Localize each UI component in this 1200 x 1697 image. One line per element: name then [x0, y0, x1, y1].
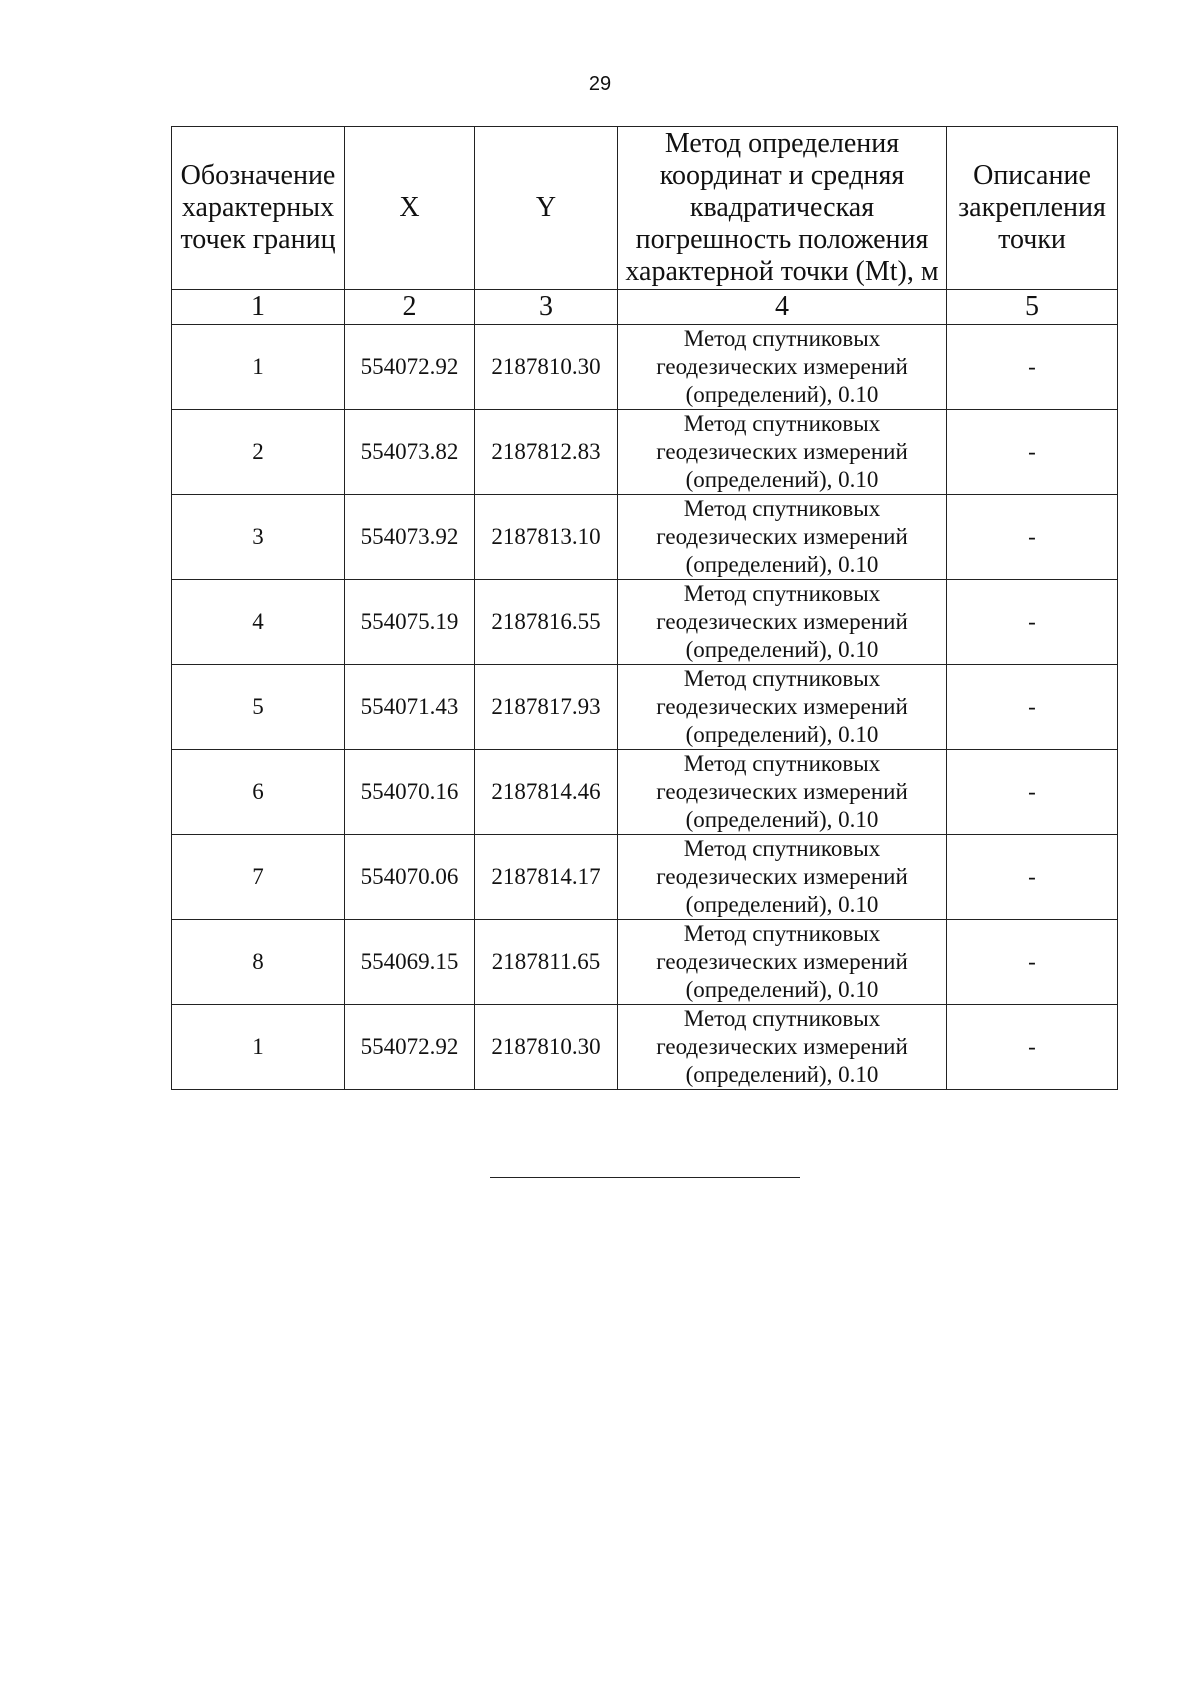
- header-y: Y: [475, 127, 618, 290]
- x-cell: 554070.06: [345, 835, 475, 920]
- method-cell: Метод спутниковых геодезических измерений (определений), 0.10: [618, 835, 947, 920]
- description-cell: -: [947, 325, 1118, 410]
- point-cell: 5: [172, 665, 345, 750]
- header-x: X: [345, 127, 475, 290]
- point-cell: 8: [172, 920, 345, 1005]
- point-cell: 3: [172, 495, 345, 580]
- y-cell: 2187816.55: [475, 580, 618, 665]
- description-cell: -: [947, 665, 1118, 750]
- table-row: [172, 495, 1118, 580]
- column-number-row: [172, 290, 1118, 325]
- x-cell: 554073.82: [345, 410, 475, 495]
- y-cell: 2187810.30: [475, 325, 618, 410]
- point-cell: 7: [172, 835, 345, 920]
- header-method: Метод определения координат и средняя квадратическая погрешность положения характерной точки (Mt), м: [618, 127, 947, 290]
- table-row: [172, 325, 1118, 410]
- method-cell: Метод спутниковых геодезических измерений (определений), 0.10: [618, 920, 947, 1005]
- method-cell: Метод спутниковых геодезических измерений (определений), 0.10: [618, 750, 947, 835]
- table-row: [172, 750, 1118, 835]
- description-cell: -: [947, 1005, 1118, 1090]
- y-cell: 2187814.17: [475, 835, 618, 920]
- x-cell: 554075.19: [345, 580, 475, 665]
- x-cell: 554072.92: [345, 325, 475, 410]
- column-number: 2: [345, 290, 475, 325]
- table-row: [172, 410, 1118, 495]
- coordinates-table: [171, 126, 1118, 1090]
- y-cell: 2187813.10: [475, 495, 618, 580]
- description-cell: -: [947, 920, 1118, 1005]
- x-cell: 554071.43: [345, 665, 475, 750]
- point-cell: 2: [172, 410, 345, 495]
- column-number: 1: [172, 290, 345, 325]
- x-cell: 554070.16: [345, 750, 475, 835]
- method-cell: Метод спутниковых геодезических измерений (определений), 0.10: [618, 665, 947, 750]
- y-cell: 2187812.83: [475, 410, 618, 495]
- y-cell: 2187817.93: [475, 665, 618, 750]
- method-cell: Метод спутниковых геодезических измерений (определений), 0.10: [618, 325, 947, 410]
- header-point-designation: Обозначение характерных точек границ: [172, 127, 345, 290]
- x-cell: 554072.92: [345, 1005, 475, 1090]
- point-cell: 4: [172, 580, 345, 665]
- column-number: 5: [947, 290, 1118, 325]
- y-cell: 2187811.65: [475, 920, 618, 1005]
- y-cell: 2187814.46: [475, 750, 618, 835]
- method-cell: Метод спутниковых геодезических измерений (определений), 0.10: [618, 495, 947, 580]
- column-number: 3: [475, 290, 618, 325]
- point-cell: 1: [172, 1005, 345, 1090]
- table-row: [172, 920, 1118, 1005]
- description-cell: -: [947, 495, 1118, 580]
- description-cell: -: [947, 750, 1118, 835]
- page-number: 29: [588, 73, 612, 95]
- table-row: [172, 665, 1118, 750]
- footer-divider-line: [490, 1177, 800, 1178]
- x-cell: 554073.92: [345, 495, 475, 580]
- table-row: [172, 835, 1118, 920]
- column-number: 4: [618, 290, 947, 325]
- method-cell: Метод спутниковых геодезических измерений (определений), 0.10: [618, 410, 947, 495]
- method-cell: Метод спутниковых геодезических измерений (определений), 0.10: [618, 1005, 947, 1090]
- point-cell: 1: [172, 325, 345, 410]
- description-cell: -: [947, 580, 1118, 665]
- x-cell: 554069.15: [345, 920, 475, 1005]
- description-cell: -: [947, 835, 1118, 920]
- header-description: Описание закрепления точки: [947, 127, 1118, 290]
- y-cell: 2187810.30: [475, 1005, 618, 1090]
- method-cell: Метод спутниковых геодезических измерений (определений), 0.10: [618, 580, 947, 665]
- table-row: [172, 1005, 1118, 1090]
- table-header-row: [172, 127, 1118, 290]
- description-cell: -: [947, 410, 1118, 495]
- table-row: [172, 580, 1118, 665]
- point-cell: 6: [172, 750, 345, 835]
